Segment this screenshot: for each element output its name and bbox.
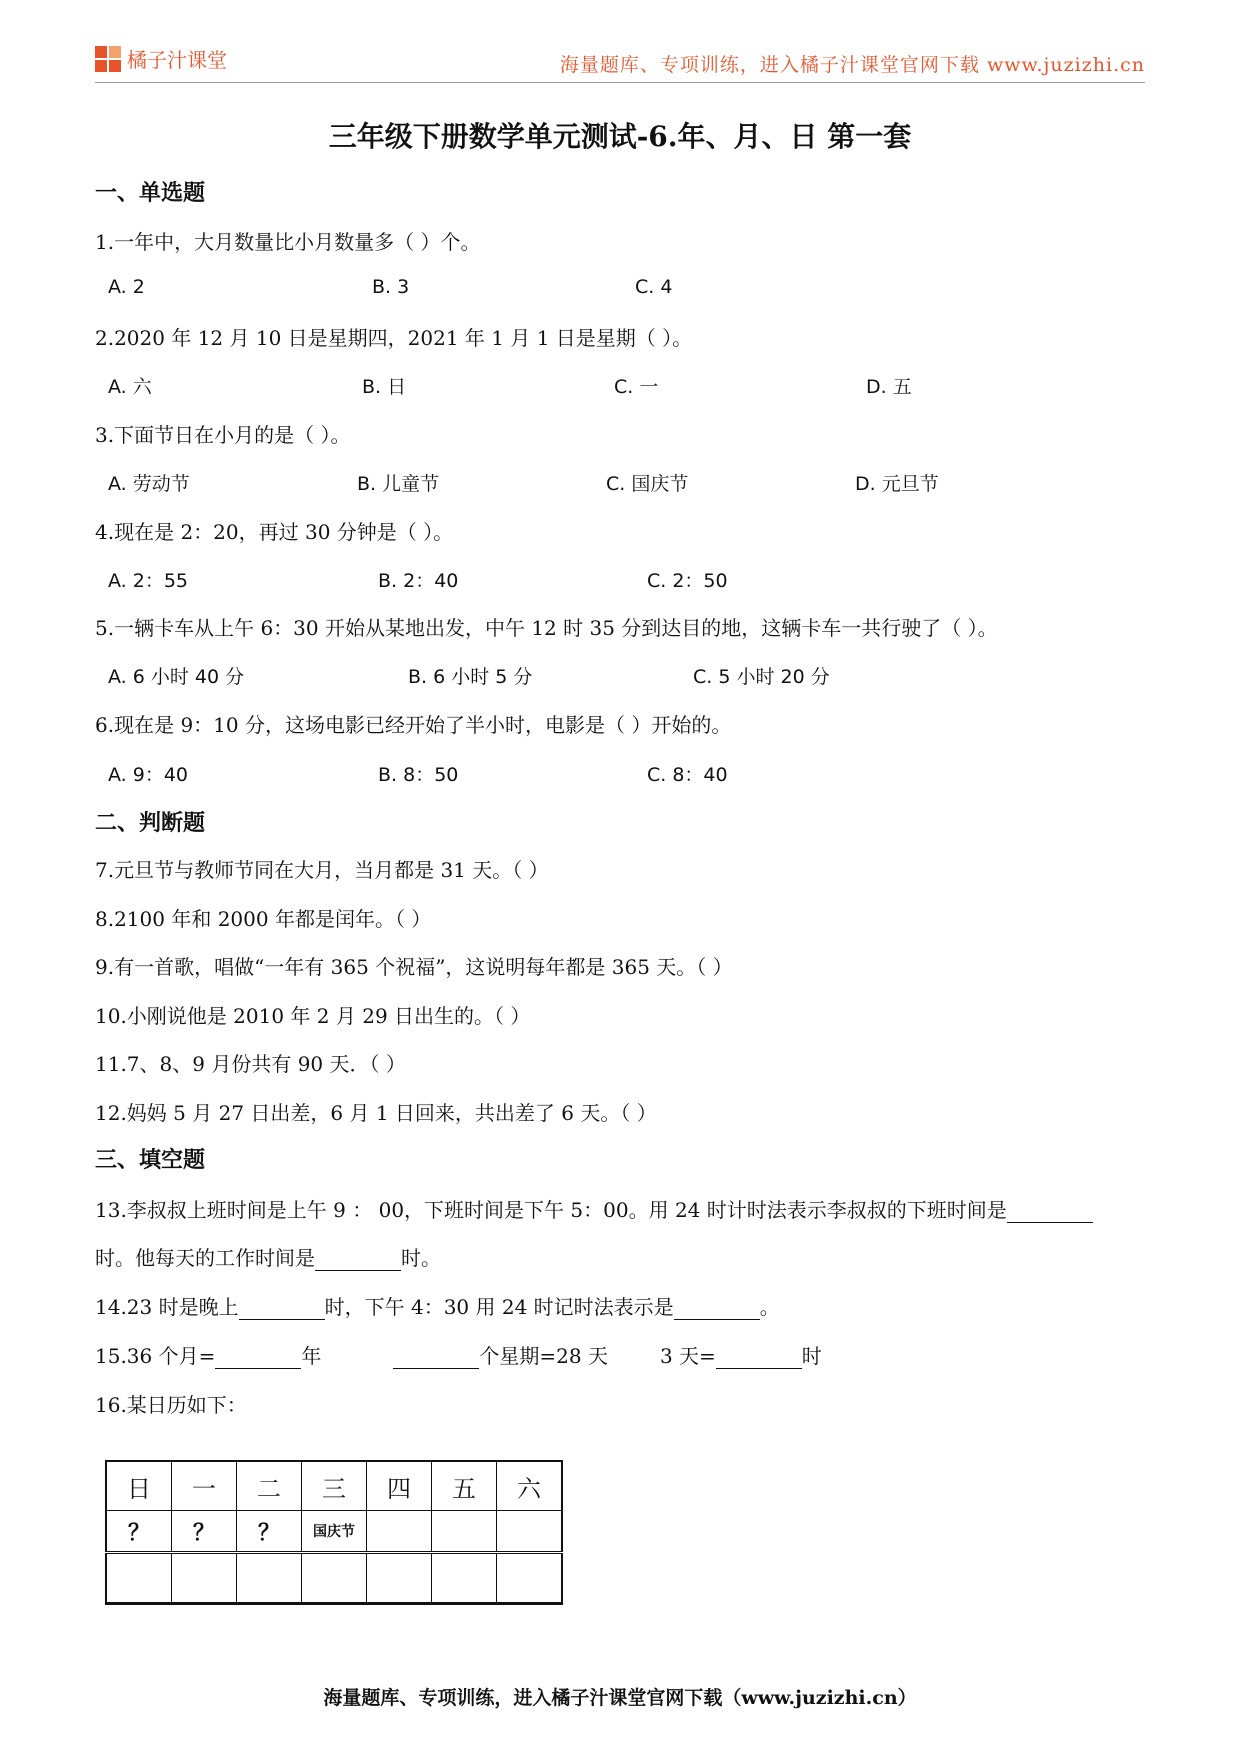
question-15-text-c: 个星期=28 天	[479, 1344, 608, 1368]
option-6c: C. 8：40	[647, 764, 728, 786]
logo	[95, 44, 227, 73]
question-6: 6.现在是 9：10 分，这场电影已经开始了半小时，电影是（ ）开始的。	[95, 713, 732, 737]
question-14	[95, 1291, 780, 1320]
page-header	[95, 40, 1145, 80]
calendar-header: 一	[172, 1461, 237, 1511]
calendar-cell-holiday: 国庆节	[302, 1511, 367, 1553]
header-slogan: 海量题库、专项训练，进入橘子汁课堂官网下载 www.juzizhi.cn	[559, 54, 1145, 76]
question-15	[95, 1340, 822, 1369]
option-3c: C. 国庆节	[606, 473, 689, 495]
option-5a: A. 6 小时 40 分	[108, 666, 245, 688]
answer-blank[interactable]	[674, 1297, 760, 1320]
calendar-cell	[237, 1553, 302, 1604]
calendar-cell: ？	[172, 1511, 237, 1553]
calendar-header: 六	[497, 1461, 563, 1511]
page-title: 三年级下册数学单元测试-6.年、月、日 第一套	[328, 120, 912, 153]
question-13-line-1	[95, 1194, 1093, 1223]
option-6b: B. 8：50	[378, 764, 459, 786]
option-2d: D. 五	[866, 376, 912, 398]
section-heading-3: 三、填空题	[95, 1147, 206, 1173]
option-1b: B. 3	[372, 276, 410, 298]
option-2b: B. 日	[362, 376, 407, 398]
header-divider	[95, 82, 1145, 83]
option-4c: C. 2：50	[647, 570, 728, 592]
answer-blank[interactable]	[393, 1346, 479, 1369]
question-4: 4.现在是 2：20，再过 30 分钟是（ ）。	[95, 520, 454, 544]
option-1c: C. 4	[635, 276, 673, 298]
question-15-text-d: 3 天=	[659, 1344, 716, 1368]
question-13-text-a: 13.李叔叔上班时间是上午 9 ： 00，下班时间是下午 5：00。用 24 时计时法表示李叔叔的下班时间是	[95, 1198, 1007, 1222]
option-3d: D. 元旦节	[855, 473, 939, 495]
question-2: 2.2020 年 12 月 10 日是星期四，2021 年 1 月 1 日是星期（ ）。	[95, 326, 693, 350]
option-5c: C. 5 小时 20 分	[693, 666, 830, 688]
option-2a: A. 六	[108, 376, 152, 398]
question-12: 12.妈妈 5 月 27 日出差，6 月 1 日回来，共出差了 6 天。（ ）	[95, 1101, 657, 1125]
calendar-cell: ？	[106, 1511, 172, 1553]
question-5: 5.一辆卡车从上午 6：30 开始从某地出发，中午 12 时 35 分到达目的地，这辆卡车一共行驶了（ ）。	[95, 616, 998, 640]
calendar-cell	[432, 1511, 497, 1553]
answer-blank[interactable]	[315, 1248, 401, 1271]
calendar-cell	[172, 1553, 237, 1604]
page-footer: 海量题库、专项训练，进入橘子汁课堂官网下载（www.juzizhi.cn）	[323, 1687, 917, 1709]
question-8: 8.2100 年和 2000 年都是闰年。（ ）	[95, 907, 432, 931]
question-11: 11.7、8、9 月份共有 90 天．（ ）	[95, 1052, 406, 1076]
calendar-cell	[106, 1553, 172, 1604]
question-13-text-c: 时。	[401, 1246, 441, 1270]
calendar-header: 四	[367, 1461, 432, 1511]
question-15-text-a: 15.36 个月=	[95, 1344, 216, 1368]
calendar-cell	[367, 1553, 432, 1604]
question-13-text-b: 时。他每天的工作时间是	[95, 1246, 315, 1270]
section-heading-2: 二、判断题	[95, 810, 206, 836]
option-3a: A. 劳动节	[108, 473, 190, 495]
logo-text: 橘子汁课堂	[127, 48, 227, 72]
option-5b: B. 6 小时 5 分	[408, 666, 533, 688]
answer-blank[interactable]	[1007, 1200, 1093, 1223]
question-15-text-b: 年	[301, 1344, 322, 1368]
answer-blank[interactable]	[215, 1346, 301, 1369]
question-10: 10.小刚说他是 2010 年 2 月 29 日出生的。（ ）	[95, 1004, 531, 1028]
answer-blank[interactable]	[239, 1297, 325, 1320]
calendar-table	[105, 1460, 563, 1605]
option-3b: B. 儿童节	[357, 473, 440, 495]
calendar-header: 日	[106, 1461, 172, 1511]
question-16: 16.某日历如下：	[95, 1393, 247, 1417]
section-heading-1: 一、单选题	[95, 180, 206, 206]
question-13-line-2	[95, 1242, 441, 1271]
question-14-text-a: 14.23 时是晚上	[95, 1295, 239, 1319]
calendar-header: 二	[237, 1461, 302, 1511]
option-2c: C. 一	[614, 376, 659, 398]
calendar-cell	[302, 1553, 367, 1604]
option-4a: A. 2：55	[108, 570, 189, 592]
answer-blank[interactable]	[716, 1346, 802, 1369]
option-4b: B. 2：40	[378, 570, 459, 592]
question-14-text-c: 。	[759, 1295, 780, 1319]
question-14-text-b: 时，下午 4：30 用 24 时记时法表示是	[324, 1295, 674, 1319]
calendar-cell	[432, 1553, 497, 1604]
question-9: 9.有一首歌，唱做“一年有 365 个祝福”，这说明每年都是 365 天。（ ）	[95, 955, 733, 979]
option-1a: A. 2	[108, 276, 145, 298]
option-6a: A. 9：40	[108, 764, 189, 786]
calendar-header: 三	[302, 1461, 367, 1511]
calendar-cell	[367, 1511, 432, 1553]
question-1: 1.一年中，大月数量比小月数量多（ ）个。	[95, 230, 481, 254]
calendar-cell: ？	[237, 1511, 302, 1553]
question-7: 7.元旦节与教师节同在大月，当月都是 31 天。（ ）	[95, 858, 549, 882]
calendar-cell	[497, 1511, 563, 1553]
logo-icon	[95, 46, 121, 72]
question-15-text-e: 时	[801, 1344, 822, 1368]
calendar-cell	[497, 1553, 563, 1604]
question-3: 3.下面节日在小月的是（ ）。	[95, 423, 351, 447]
calendar-header: 五	[432, 1461, 497, 1511]
